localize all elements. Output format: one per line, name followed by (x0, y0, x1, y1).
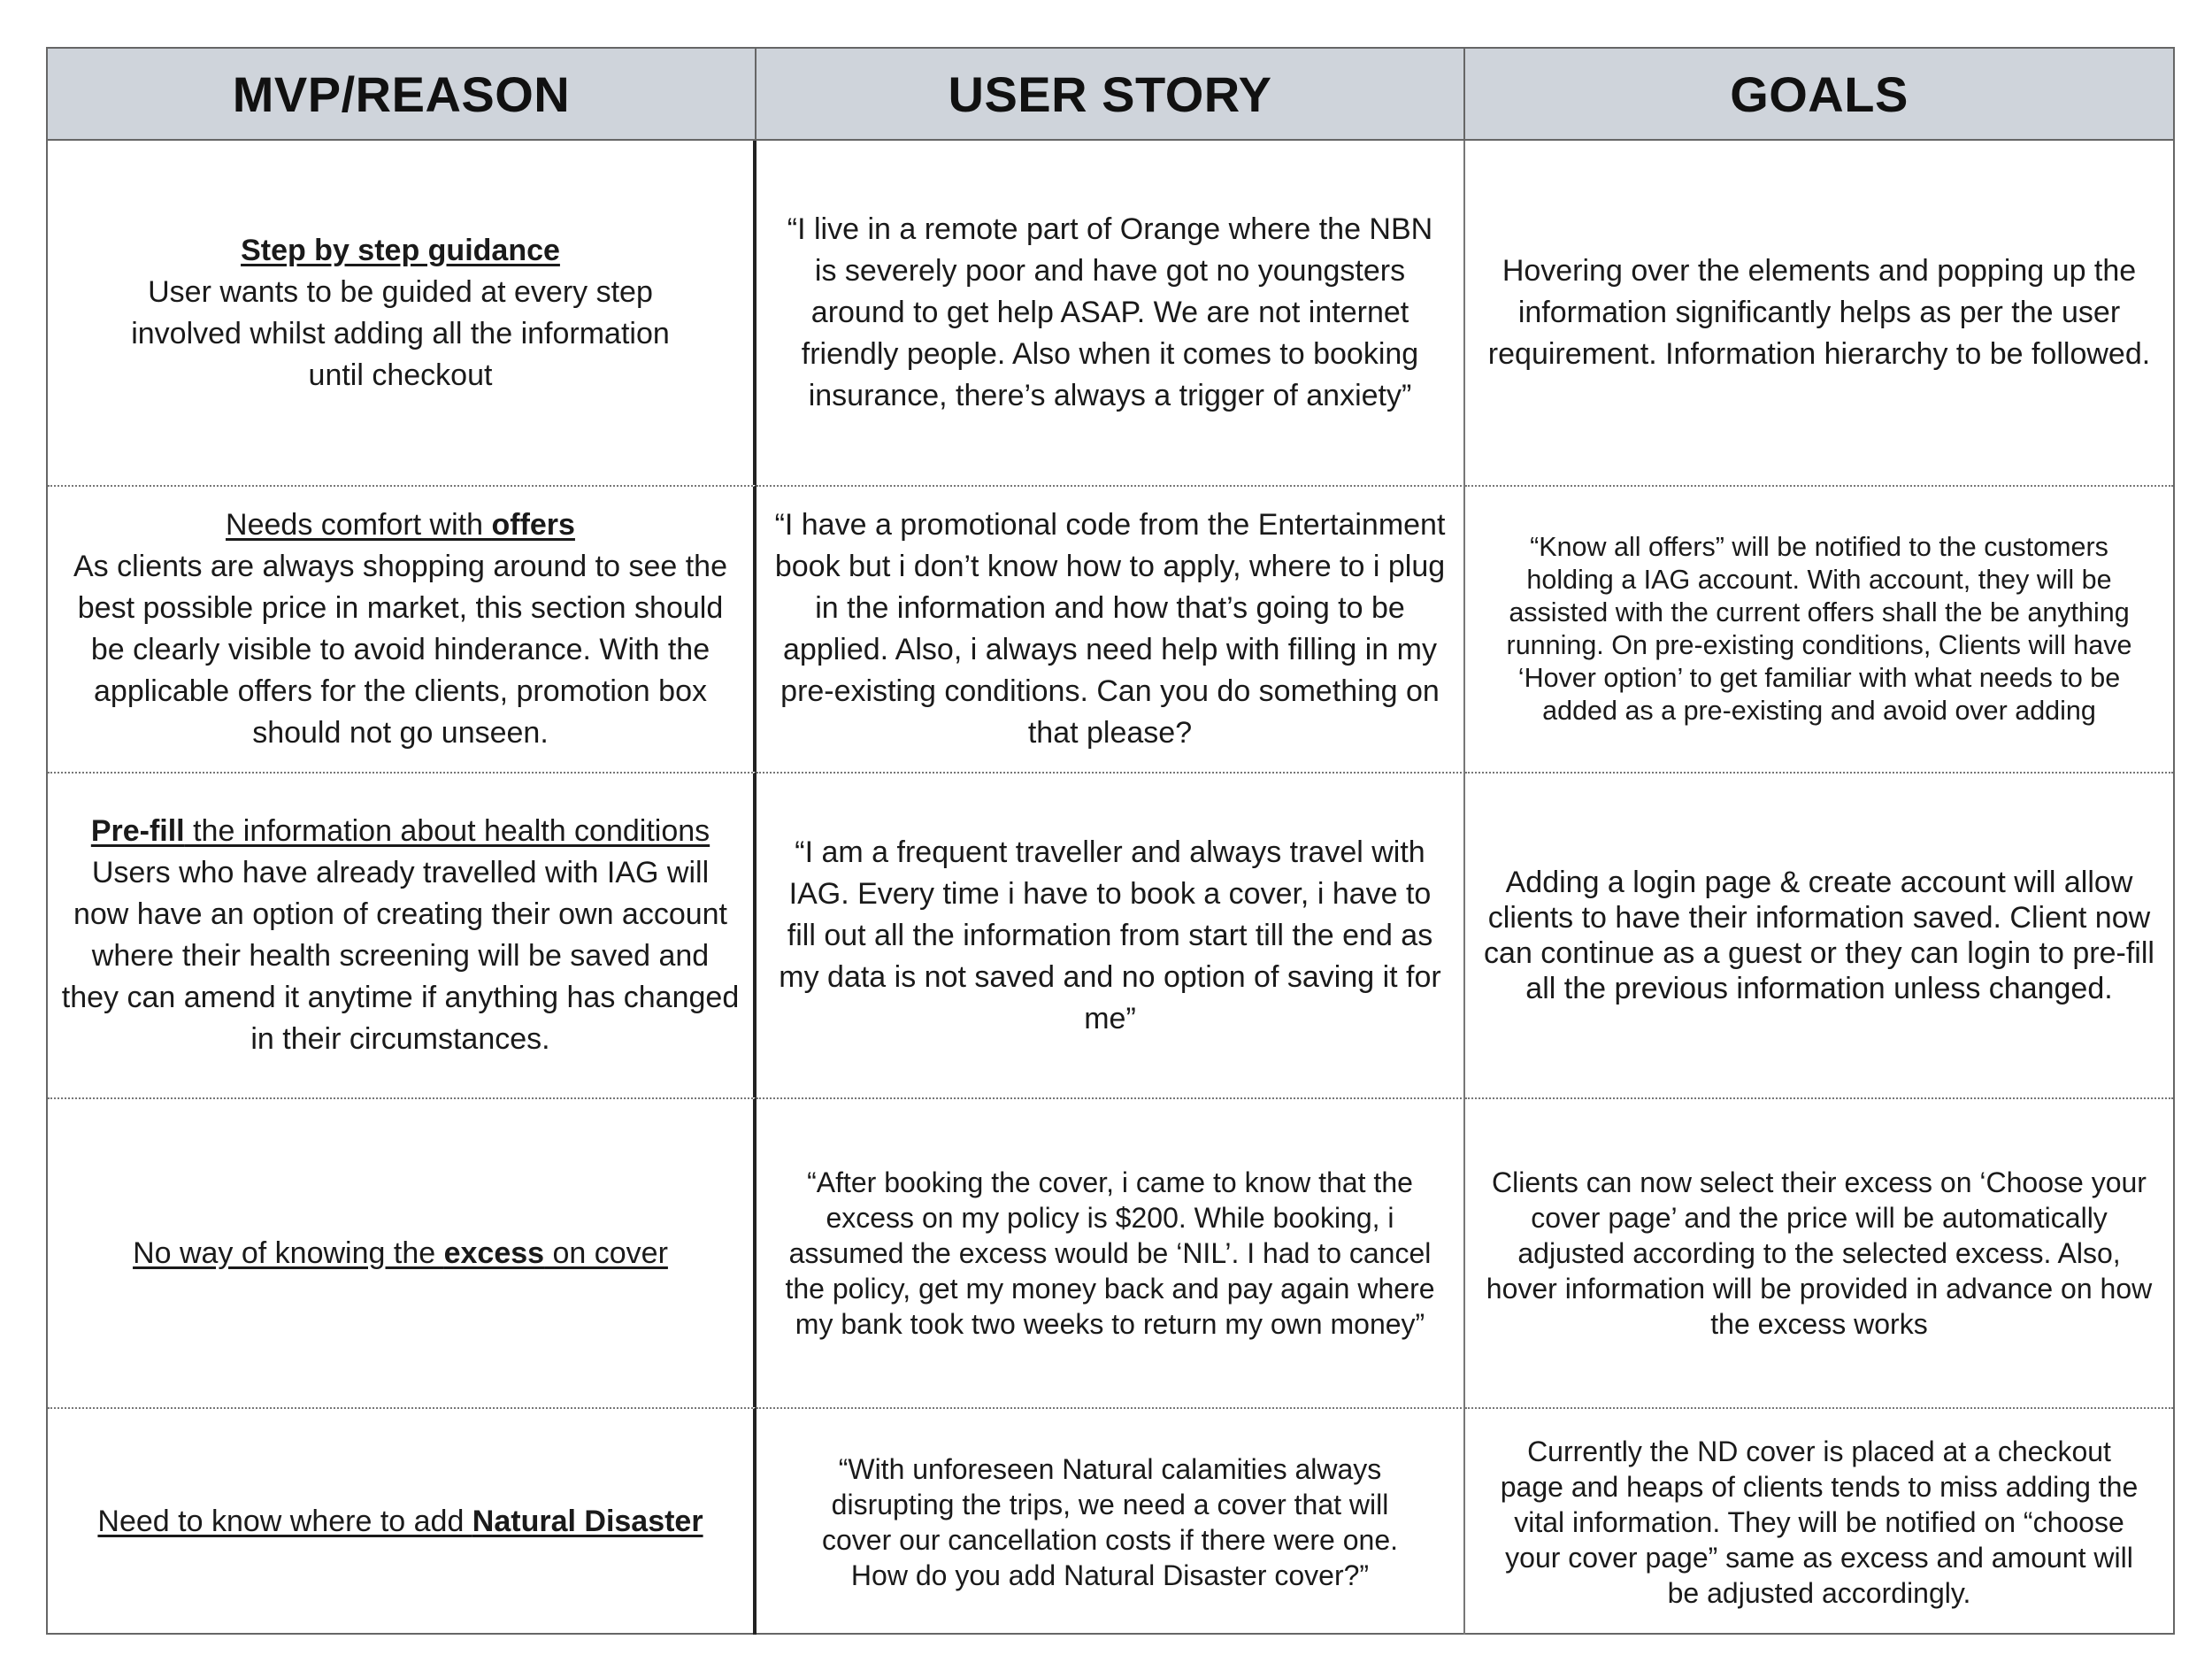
row4-goals-cell (1465, 1097, 2173, 1407)
row1-mvp-title (241, 230, 560, 272)
row1-mvp-title-bold: Step by step guidance (241, 233, 560, 267)
row3-mvp-title-post: the information about health conditions (184, 814, 710, 848)
row5-user-story-text: “With unforeseen Natural calamities always disrupting the trips, we need a cover that will cover our cancellation costs if there were one. How do you add Natural Disaster cover?” (822, 1452, 1398, 1591)
row4-goals-text: Clients can now select their excess on ‘Choose your cover page’ and the price will be automatically adjusted according to the selected excess. Also, hover information will be provided in advance on how the excess works (1486, 1166, 2153, 1340)
row3-mvp-body: Users who have already travelled with IAG will now have an option of creating their own account where their health screening will be saved and they can amend it anytime if anything has changed in their circumstances. (61, 856, 740, 1056)
header-user-story (757, 49, 1465, 141)
row2-user-story-text: “I have a promotional code from the Entertainment book but i don’t know how to apply, where to i plug in the information and how that’s going to be applied. Also, i always need help with filling in my pre-existing conditions. Can you do something on that please? (774, 508, 1446, 750)
row2-mvp-body: As clients are always shopping around to see the best possible price in market, this section should be clearly visible to avoid hinderance. With the applicable offers for the clients, promotion box should not go unseen. (73, 550, 727, 750)
row3-mvp-title-bold: Pre-fill (90, 814, 185, 848)
row2-mvp-title-bold: offers (491, 508, 575, 542)
row2-goals-cell (1465, 485, 2173, 772)
row3-goals-text: Adding a login page & create account will allow clients to have their information saved. Client now can continue as a guest or they can login to pre-fill all the previous information unless changed. (1484, 866, 2154, 1005)
row4-user-story-text: “After booking the cover, i came to know that the excess on my policy is $200. While booking, i assumed the excess would be ‘NIL’. I had to cancel the policy, get my money back and pay again where my bank took two weeks to return my own money” (785, 1166, 1435, 1340)
row2-mvp-title-pre: Needs comfort with (226, 508, 492, 542)
header-goals-label: GOALS (1730, 65, 1909, 122)
row5-mvp-title-bold: Natural Disaster (472, 1505, 703, 1538)
row3-user-story-text: “I am a frequent traveller and always travel with IAG. Every time i have to book a cover, i have to fill out all the information from start till the end as my data is not saved and no option of saving it for me” (779, 835, 1441, 1035)
row4-mvp-title-pre: No way of knowing the (133, 1235, 444, 1270)
row5-user-story-cell (757, 1407, 1465, 1635)
row5-goals-text: Currently the ND cover is placed at a checkout page and heaps of clients tends to miss adding the vital information. They will be notified on “choose your cover page” same as excess and amount will be adjusted accordingly. (1500, 1435, 2139, 1609)
row3-user-story-cell (757, 772, 1465, 1097)
requirements-table (46, 47, 2175, 1635)
header-mvp-reason-label: MVP/REASON (232, 65, 571, 122)
row3-goals-cell (1465, 772, 2173, 1097)
row1-user-story-text: “I live in a remote part of Orange where the NBN is severely poor and have got no youngsters around to get help ASAP. We are not internet friendly people. Also when it comes to booking insurance, there’s always a trigger of anxiety” (787, 212, 1433, 412)
header-mvp-reason (48, 49, 757, 141)
row4-mvp-title-bold: excess (443, 1235, 545, 1270)
row1-goals-cell (1465, 141, 2173, 485)
row4-user-story-cell (757, 1097, 1465, 1407)
row5-mvp-title (97, 1501, 703, 1543)
header-goals (1465, 49, 2173, 141)
row1-user-story-cell (757, 141, 1465, 485)
header-user-story-label: USER STORY (948, 65, 1272, 122)
row3-mvp-cell (48, 772, 757, 1097)
row4-mvp-cell (48, 1097, 757, 1407)
row2-mvp-title (226, 504, 575, 546)
row4-mvp-title (133, 1233, 668, 1274)
row4-mvp-title-post: on cover (544, 1235, 668, 1270)
row2-goals-text: “Know all offers” will be notified to the customers holding a IAG account. With account, they will be assisted with the current offers shall the be anything running. On pre-existing conditions, Clients will have ‘Hover option’ to get familiar with what needs to be added as a pre-existing and avoid over adding (1506, 532, 2132, 726)
row2-mvp-cell (48, 485, 757, 772)
row5-goals-cell (1465, 1407, 2173, 1635)
row1-mvp-cell (48, 141, 757, 485)
row1-goals-text: Hovering over the elements and popping up the information significantly helps as per the user requirement. Information hierarchy to be followed. (1487, 254, 2151, 371)
row5-mvp-title-pre: Need to know where to add (97, 1505, 472, 1538)
row2-user-story-cell (757, 485, 1465, 772)
row1-mvp-body: User wants to be guided at every step involved whilst adding all the information until checkout (131, 274, 670, 392)
row3-mvp-title (91, 811, 710, 852)
row5-mvp-cell (48, 1407, 757, 1635)
